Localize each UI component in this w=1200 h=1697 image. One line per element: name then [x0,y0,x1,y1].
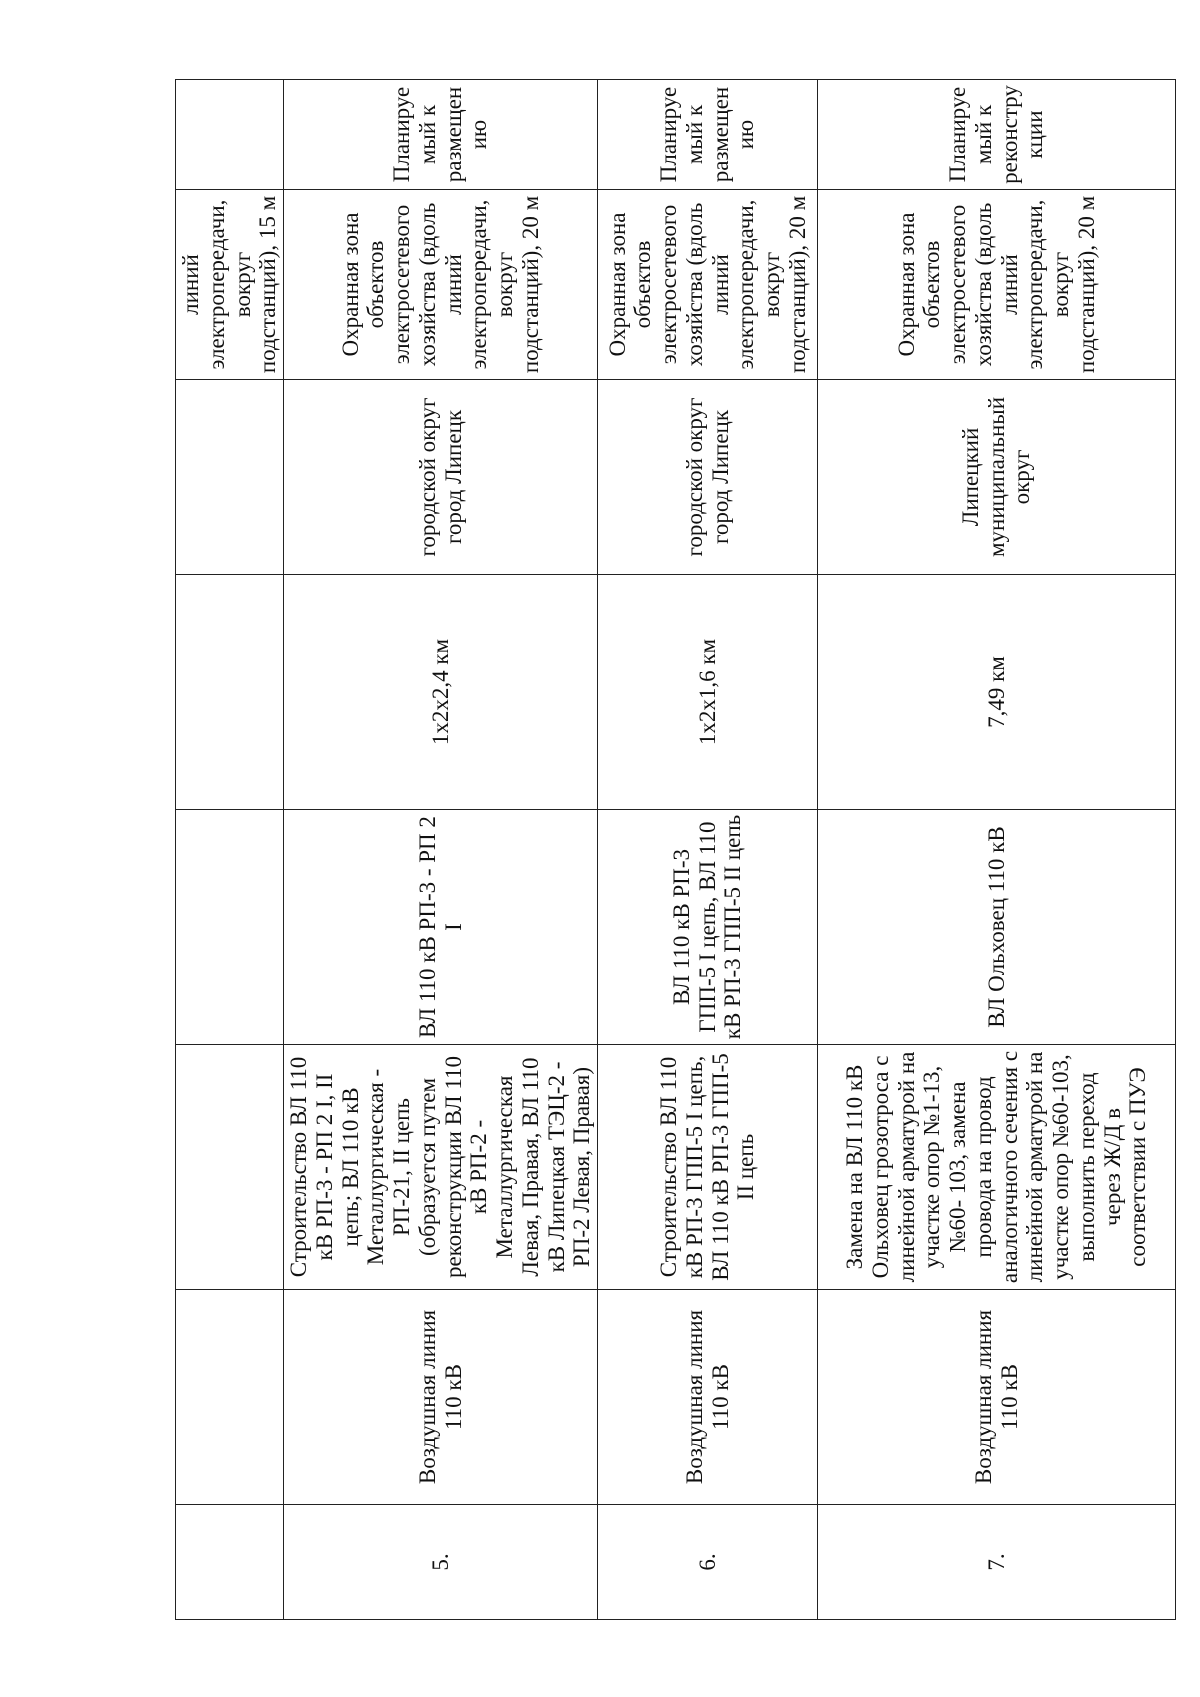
cell-zone-cont [176,190,284,380]
object-length: 7,49 км [983,656,1009,728]
object-name: ВЛ Ольховец 110 кВ [983,826,1009,1028]
object-type: Воздушная линия 110 кВ [970,1309,1022,1485]
objects-table [175,79,1176,1620]
object-type: Воздушная линия 110 кВ [414,1309,466,1485]
object-name: ВЛ 110 кВ РП-3 ГПП-5 I цепь, ВЛ 110 кВ РП-3 ГПП-5 II цепь [668,814,746,1040]
cell-status-cont [176,80,284,190]
object-zone: Охранная зона объектов электросетевого хозяйства (вдоль линий электропередачи, вокруг подстанций), 20 м [893,195,1099,374]
object-zone: Охранная зона объектов электросетевого хозяйства (вдоль линий электропередачи, вокруг подстанций), 20 м [337,195,543,374]
cell-length-cont [176,575,284,810]
cell-type [818,1290,1176,1505]
cell-description-cont [176,1045,284,1290]
cell-num [284,1505,598,1620]
cell-status [598,80,818,190]
cell-status [284,80,598,190]
object-zone: Охранная зона объектов электросетевого хозяйства (вдоль линий электропередачи, вокруг подстанций), 20 м [604,195,810,374]
object-status: Планируемый к размещению [389,86,492,183]
cell-location [818,380,1176,575]
object-description: Строительство ВЛ 110 кВ РП-3 ГПП-5 I цепь, ВЛ 110 кВ РП-3 ГПП-5 II цепь [656,1053,759,1281]
table-row-continuation [176,80,284,1620]
cell-zone [284,190,598,380]
object-location: Липецкий муниципальный округ [957,396,1035,558]
cell-name-cont [176,810,284,1045]
rotated-page [175,80,1151,1620]
row-number: 6. [694,1553,720,1571]
cell-location-cont [176,380,284,575]
cell-name [284,810,598,1045]
cell-name [598,810,818,1045]
cell-description [598,1045,818,1290]
cell-name [818,810,1176,1045]
cell-num [598,1505,818,1620]
cell-zone [598,190,818,380]
row-number: 5. [427,1553,453,1571]
object-location: городской округ город Липецк [414,397,466,557]
cell-num [818,1505,1176,1620]
table-row [284,80,598,1620]
row-number: 7. [983,1553,1009,1571]
object-status: Планируемый к размещению [656,86,759,183]
cell-type-cont [176,1290,284,1505]
object-description: Строительство ВЛ 110 кВ РП-3 - РП 2 I, II цепь; ВЛ 110 кВ Металлургическая - РП-21, II цепь (образуется путем реконструкции ВЛ 110 кВ РП-2 - Металлургическая Левая, Правая, ВЛ 110 кВ Липецкая ТЭЦ-2 - РП-2 Левая, Правая) [286,1055,595,1279]
table-row [818,80,1176,1620]
cell-length [818,575,1176,810]
object-length: 1х2х1,6 км [694,638,720,746]
object-description: Замена на ВЛ 110 кВ Ольховец грозотроса с линейной арматурой на участке опор №1-13, №60- 103, замена провода на провод аналогичного сечения с линейной арматурой на участке опор №60-103, выполнить переход через Ж/Д в соответствии с ПУЭ [842,1050,1151,1284]
object-location: городской округ город Липецк [681,397,733,557]
cell-description [818,1045,1176,1290]
cell-location [284,380,598,575]
cell-type [284,1290,598,1505]
object-length: 1х2х2,4 км [427,638,453,746]
cell-length [598,575,818,810]
object-name: ВЛ 110 кВ РП-3 - РП 2 I [414,816,466,1038]
cell-type [598,1290,818,1505]
table-row [598,80,818,1620]
object-type: Воздушная линия 110 кВ [681,1309,733,1485]
zone-text-cont: линий электропередачи, вокруг подстанций), 15 м [178,195,281,374]
cell-status [818,80,1176,190]
cell-location [598,380,818,575]
cell-description [284,1045,598,1290]
cell-length [284,575,598,810]
cell-zone [818,190,1176,380]
object-status: Планируемый к реконструкции [945,85,1048,184]
cell-num-cont [176,1505,284,1620]
